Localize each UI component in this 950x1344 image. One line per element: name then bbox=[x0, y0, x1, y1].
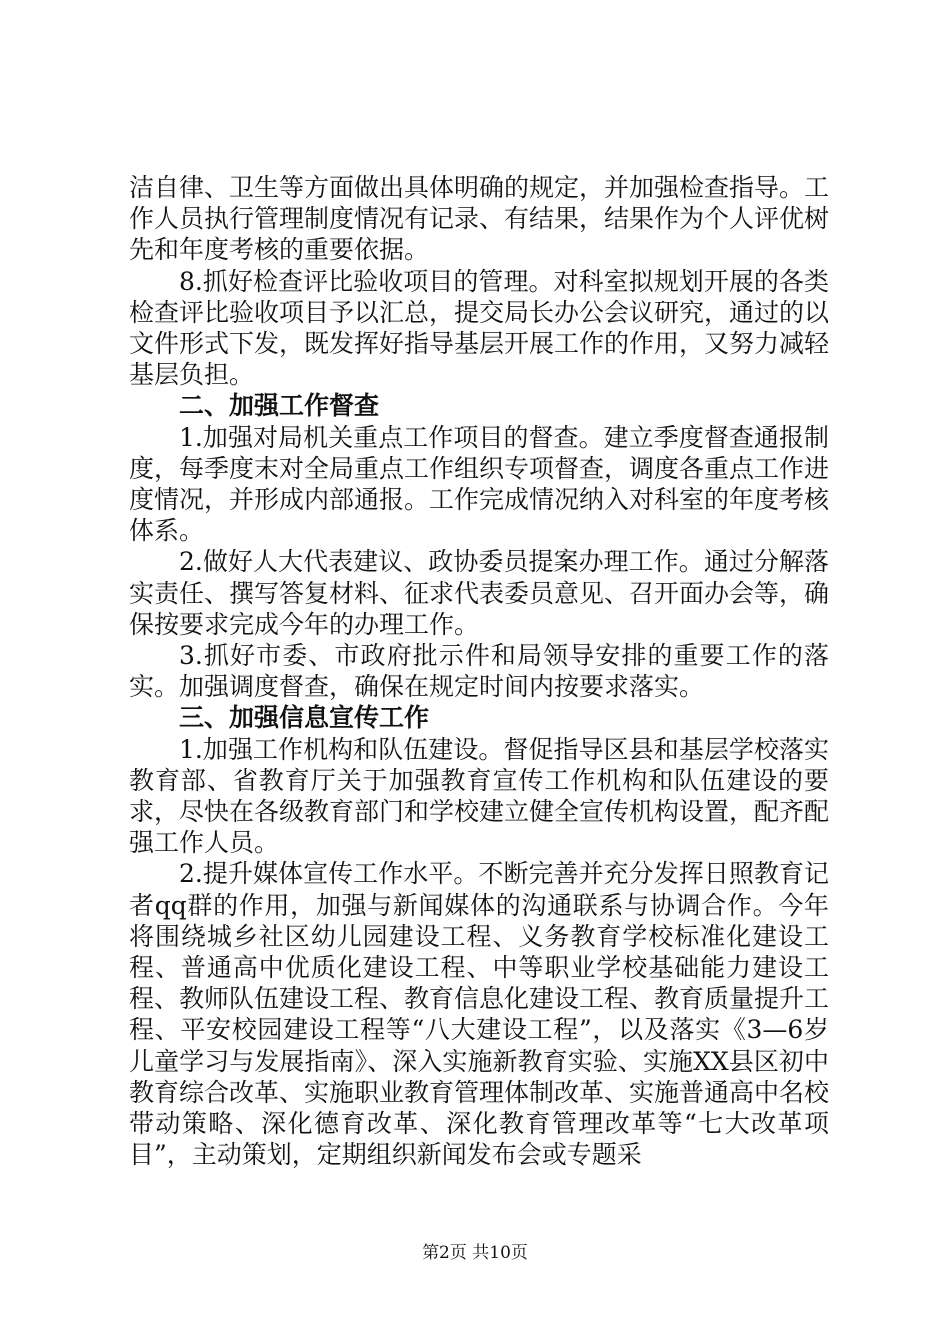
paragraph-item-2b: 2.提升媒体宣传工作水平。不断完善并充分发挥日照教育记者qq群的作用，加强与新闻媒体的沟通联系与协调合作。今年将围绕城乡社区幼儿园建设工程、义务教育学校标准化建设工程、普通高中优质化建设工程、中等职业学校基础能力建设工程、教师队伍建设工程、教育信息化建设工程、教育质量提升工程、平安校园建设工程等“八大建设工程”，以及落实《3—6岁儿童学习与发展指南》、深入实施新教育实验、实施XX县区初中教育综合改革、实施职业教育管理体制改革、实施普通高中名校带动策略、深化德育改革、深化教育管理改革等“七大改革项目”，主动策划，定期组织新闻发布会或专题采 bbox=[129, 859, 830, 1170]
document-body bbox=[129, 172, 829, 1171]
paragraph-item-8: 8.抓好检查评比验收项目的管理。对科室拟规划开展的各类检查评比验收项目予以汇总，提交局长办公会议研究，通过的以文件形式下发，既发挥好指导基层开展工作的作用，又努力减轻基层负担。 bbox=[129, 266, 830, 390]
paragraph-item-1: 1.加强对局机关重点工作项目的督查。建立季度督查通报制度，每季度末对全局重点工作组织专项督查，调度各重点工作进度情况，并形成内部通报。工作完成情况纳入对科室的年度考核体系。 bbox=[129, 422, 830, 546]
paragraph-item-1b: 1.加强工作机构和队伍建设。督促指导区县和基层学校落实教育部、省教育厅关于加强教育宣传工作机构和队伍建设的要求，尽快在各级教育部门和学校建立健全宣传机构设置，配齐配强工作人员。 bbox=[129, 734, 830, 858]
paragraph-item-3: 3.抓好市委、市政府批示件和局领导安排的重要工作的落实。加强调度督查，确保在规定时间内按要求落实。 bbox=[129, 641, 829, 702]
section-heading-3: 三、加强信息宣传工作 bbox=[179, 703, 430, 733]
paragraph-continued: 洁自律、卫生等方面做出具体明确的规定，并加强检查指导。工作人员执行管理制度情况有记录、有结果，结果作为个人评优树先和年度考核的重要依据。 bbox=[129, 173, 830, 265]
paragraph-item-2: 2.做好人大代表建议、政协委员提案办理工作。通过分解落实责任、撰写答复材料、征求代表委员意见、召开面办会等，确保按要求完成今年的办理工作。 bbox=[129, 547, 830, 639]
section-heading-2: 二、加强工作督查 bbox=[179, 391, 380, 421]
page-footer: 第2页 共10页 bbox=[422, 1243, 528, 1263]
